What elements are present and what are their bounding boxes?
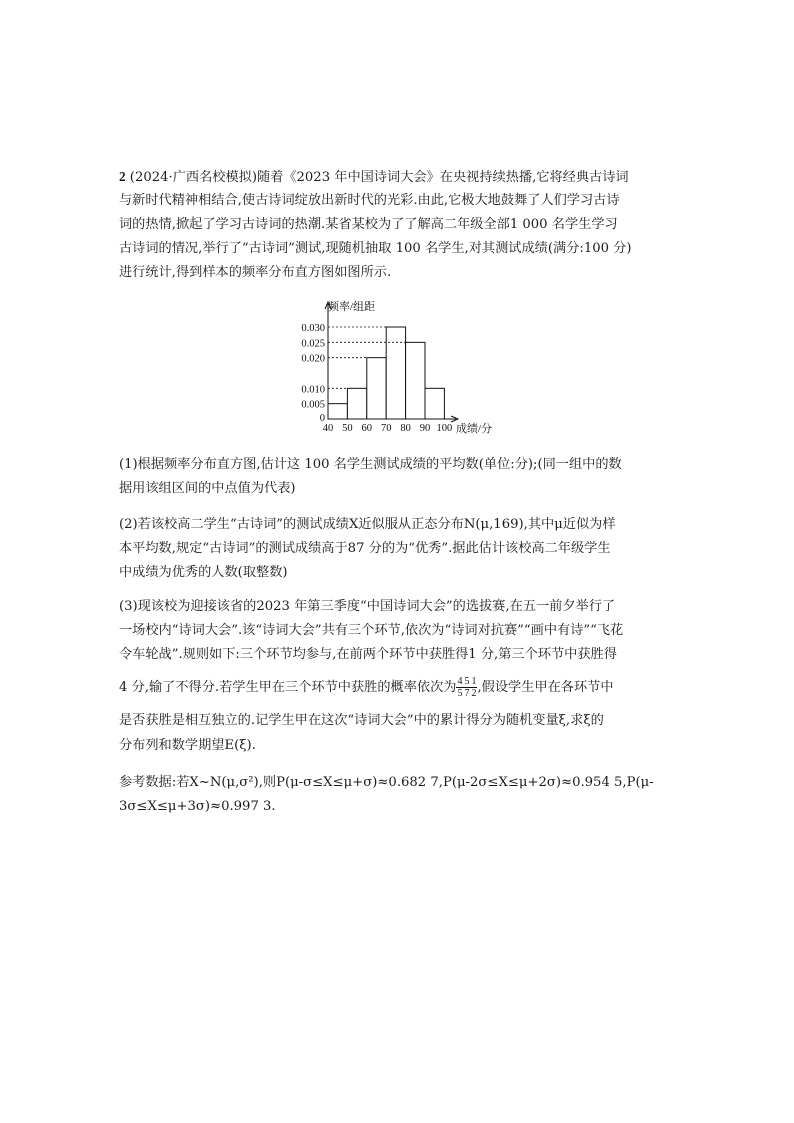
histogram-bar-50-60 (347, 388, 366, 419)
q3-line-3: 令车轮战”.规则如下:三个环节均参与,在前两个环节中获胜得1 分,第三个环节中获胜得 (119, 647, 617, 662)
y-tick-label-0.010: 0.010 (301, 384, 325, 396)
histogram-bar-60-70 (367, 358, 386, 419)
problem-source: (2024·广西名校模拟) (129, 170, 257, 185)
frequency-histogram (300, 296, 520, 436)
q3-line-4 (119, 676, 679, 699)
q1-line-1: (1)根据频率分布直方图,估计这 100 名学生测试成绩的平均数(单位:分);(同一组中的数 (119, 457, 622, 472)
y-tick-label-0.025: 0.025 (301, 338, 325, 350)
q3-line-6: 分布列和数学期望E(ξ). (119, 738, 256, 753)
x-tick-label-70: 70 (380, 423, 392, 434)
y-tick-label-0.005: 0.005 (301, 399, 325, 411)
x-tick-label-100: 100 (436, 423, 453, 434)
q3-line-4-text: 4 分,输了不得分.若学生甲在三个环节中获胜的概率依次为 (119, 680, 457, 695)
q3-line-5: 是否获胜是相互独立的.记学生甲在这次“诗词大会”中的累计得分为随机变量ξ,求ξ的 (119, 713, 604, 728)
intro-line-2: 与新时代精神相结合,使古诗词绽放出新时代的光彩.由此,它极大地鼓舞了人们学习古诗 (119, 193, 620, 208)
q1-line-2: 据用该组区间的中点值为代表) (119, 481, 296, 496)
fraction-3-num: 1 (471, 676, 477, 687)
fraction-1-den: 5 (457, 688, 463, 699)
intro-line-5: 进行统计,得到样本的频率分布直方图如图所示. (119, 265, 392, 280)
x-tick-label-60: 60 (361, 423, 373, 434)
q3-line-1: (3)现该校为迎接该省的2023 年第三季度“中国诗词大会”的选拔赛,在五一前夕举行了 (119, 599, 616, 614)
histogram-bar-90-100 (425, 388, 444, 419)
histogram-bar-70-80 (386, 327, 405, 419)
x-tick-label-40: 40 (322, 423, 334, 434)
intro-line-3: 词的热情,掀起了学习古诗词的热潮.某省某校为了了解高二年级全部1 000 名学生学习 (119, 217, 618, 232)
x-axis-label: 成绩/分 (456, 423, 493, 435)
fraction-3-den: 2 (471, 688, 477, 699)
histogram-bar-80-90 (406, 342, 425, 419)
fraction-2-den: 7 (464, 688, 470, 699)
histogram-bar-40-50 (328, 404, 347, 419)
y-tick-label-0.030: 0.030 (301, 323, 325, 334)
fraction-2-num: 5 (464, 676, 470, 687)
q3-line-4-tail: ,假设学生甲在各环节中 (477, 680, 614, 695)
y-axis-label: 频率/组距 (328, 301, 376, 313)
x-tick-label-50: 50 (342, 423, 353, 434)
reference-line-1: 参考数据:若X~N(μ,σ²),则P(μ-σ≤X≤μ+σ)≈0.682 7,P(μ-2σ≤X≤μ+2σ)≈0.954 5,P(μ- (119, 775, 654, 790)
q3-line-2: 一场校内“诗词大会”.该“诗词大会”共有三个环节,依次为“诗词对抗赛”“画中有诗”“飞花 (119, 623, 624, 638)
intro-line-4: 古诗词的情况,举行了“古诗词”测试,现随机抽取 100 名学生,对其测试成绩(满分:100 分) (119, 241, 632, 256)
fraction-1 (456, 676, 463, 699)
q2-line-1: (2)若该校高二学生“古诗词”的测试成绩X近似服从正态分布N(μ,169),其中μ近似为样 (119, 517, 616, 532)
q2-line-3: 中成绩为优秀的人数(取整数) (119, 565, 288, 580)
q2-line-2: 本平均数,规定“古诗词”的测试成绩高于87 分的为“优秀”.据此估计该校高二年级学生 (119, 541, 611, 556)
reference-line-2: 3σ≤X≤μ+3σ)≈0.997 3. (119, 799, 276, 814)
intro-line-1: 随着《2023 年中国诗词大会》在央视持续热播,它将经典古诗词 (256, 170, 629, 185)
y-tick-label-0.020: 0.020 (301, 353, 325, 365)
fraction-1-num: 4 (457, 676, 463, 687)
problem-number: 2 (119, 169, 126, 184)
x-tick-label-80: 80 (400, 423, 411, 434)
problem-line-1 (119, 168, 679, 187)
x-tick-label-90: 90 (419, 423, 431, 434)
y-tick-label-0: 0 (319, 413, 325, 424)
fraction-2 (463, 676, 470, 699)
